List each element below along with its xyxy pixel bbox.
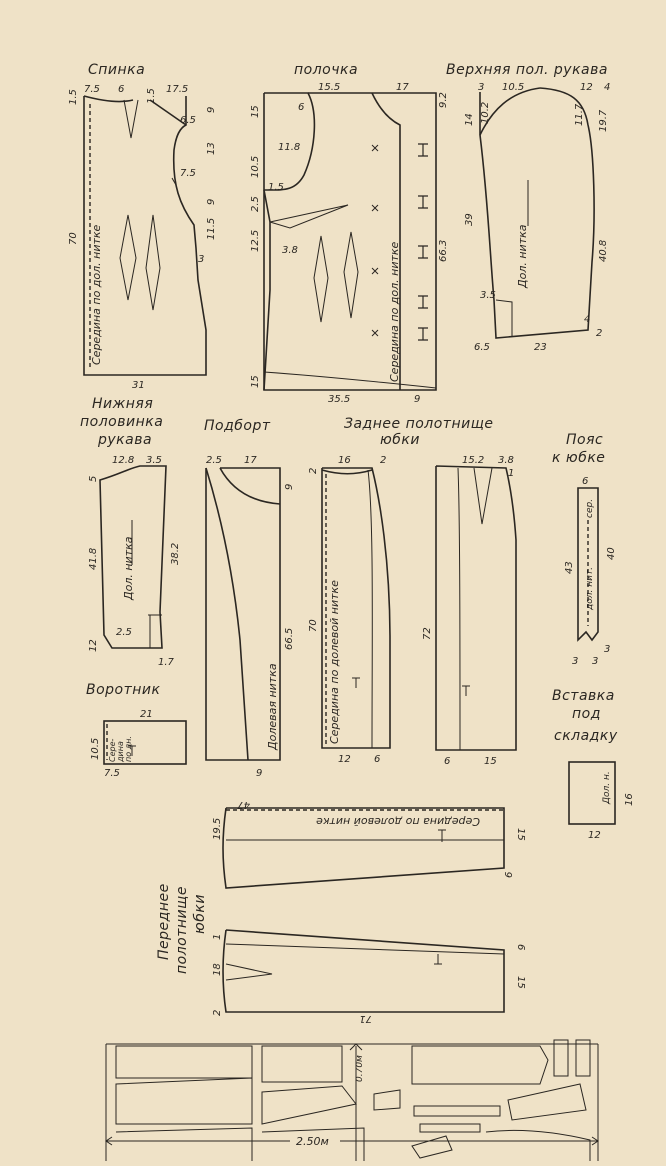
back-skirt-title-line1: Заднее полотнище [344, 416, 494, 432]
front-skirt-dim: 18 [212, 963, 223, 976]
front-skirt-dim: 2 [212, 1009, 223, 1016]
back-skirt-dim: 3.8 [498, 455, 514, 466]
back-skirt-dim: 70 [308, 619, 319, 632]
front-grain-label: Середина по дол. нитке [388, 241, 401, 382]
piece-back [68, 62, 217, 391]
front-skirt-dim: 19.5 [212, 817, 223, 840]
upper-sleeve-dim: 4 [604, 82, 611, 93]
back-neck-dart [124, 100, 138, 138]
front-skirt-dim: 47 [237, 799, 250, 810]
back-dim: 1.5 [146, 88, 157, 104]
facing-inner-edge [206, 468, 248, 760]
waistband-dim: 3 [592, 656, 599, 667]
front-outline-frame [264, 93, 436, 390]
facing-dim: 9 [256, 768, 263, 779]
waistband-dim: 3 [604, 644, 611, 655]
collar-dim: 10.5 [90, 737, 101, 760]
under-sleeve-title-line3: рукава [98, 432, 153, 448]
layout-piece [414, 1106, 500, 1116]
front-skirt-title-line3: юбки [192, 894, 208, 934]
button-marks [372, 145, 378, 336]
front-skirt-dim: 15 [515, 976, 526, 989]
front-skirt-dim: 1 [212, 933, 223, 940]
layout-piece [374, 1090, 400, 1110]
upper-sleeve-dim: 10.5 [502, 82, 525, 93]
back-skirt-dim: 72 [422, 627, 433, 640]
piece-pleat-insert [552, 688, 635, 841]
under-sleeve-grain-label: Дол. нитка [122, 536, 135, 600]
under-sleeve-dim: 12.8 [112, 455, 135, 466]
upper-sleeve-dim: 14 [464, 113, 475, 126]
upper-sleeve-dim: 19.7 [598, 109, 609, 132]
front-dim: 9 [414, 394, 421, 405]
back-skirt-right-panel [436, 466, 516, 750]
front-skirt-title-line2: полотнище [174, 886, 190, 974]
under-sleeve-dim: 5 [88, 475, 99, 482]
upper-sleeve-dim: 4 [584, 314, 591, 325]
back-title: Спинка [88, 62, 146, 78]
front-skirt-lower-notch [434, 954, 442, 964]
front-dim: 17 [396, 82, 409, 93]
facing-title: Подборт [204, 418, 271, 434]
front-side-dart [270, 205, 348, 228]
upper-sleeve-dim: 40.8 [598, 239, 609, 262]
back-skirt-dim: 15 [484, 756, 497, 767]
under-sleeve-title-line1: Нижняя [92, 396, 154, 412]
back-dart-1 [120, 215, 136, 300]
front-skirt-dim: 6 [515, 944, 526, 951]
back-dim: 17.5 [166, 84, 189, 95]
under-sleeve-dim: 1.7 [158, 657, 174, 668]
back-skirt-dim: 12 [338, 754, 351, 765]
cutting-layout [106, 1040, 598, 1161]
back-dim: 70 [68, 232, 79, 245]
insert-title-line1: Вставка [552, 688, 615, 704]
waistband-grain-label: дол. нит. [585, 566, 595, 610]
front-dim: 1.5 [268, 182, 284, 193]
back-dim: 6.5 [180, 115, 196, 126]
facing-grain-label: Долевая нитка [266, 663, 279, 750]
back-dim: 7.5 [180, 168, 196, 179]
upper-sleeve-dim: 3.5 [480, 290, 496, 301]
collar-title: Воротник [86, 682, 161, 698]
waistband-dim: 40 [606, 547, 617, 560]
front-dim: 15.5 [318, 82, 341, 93]
back-skirt-dim: 15.2 [462, 455, 485, 466]
back-dim: 3 [198, 254, 205, 265]
facing-dim: 9 [284, 483, 295, 490]
back-neckline [84, 96, 133, 101]
back-skirt-title-line2: юбки [380, 432, 420, 448]
back-skirt-dim: 2 [380, 455, 387, 466]
piece-under-sleeve [80, 396, 181, 668]
front-skirt-dim: 71 [359, 1013, 372, 1024]
piece-waistband [552, 432, 617, 667]
front-dim: 9.2 [438, 92, 449, 108]
back-skirt-grain-label: Середина по долевой нитке [328, 580, 341, 744]
under-sleeve-dim: 2.5 [116, 627, 132, 638]
layout-piece [420, 1124, 480, 1132]
front-side-seam [264, 190, 270, 390]
back-skirt-right-notch [462, 686, 470, 696]
layout-piece [412, 1136, 452, 1158]
under-sleeve-dim: 38.2 [170, 542, 181, 565]
back-dart-2 [146, 215, 160, 310]
back-skirt-right-dart [474, 468, 492, 524]
front-skirt-lower-panel [223, 930, 504, 1012]
facing-dim: 2.5 [206, 455, 222, 466]
front-dart-1 [314, 236, 328, 322]
back-skirt-dim: 1 [508, 468, 515, 479]
front-skirt-title-line1: Переднее [156, 883, 172, 960]
piece-facing [204, 418, 295, 779]
piece-upper-sleeve [446, 62, 610, 353]
front-skirt-grain-label: Середина по долевой нитке [316, 815, 480, 828]
layout-width-label: 2.50м [296, 1135, 329, 1148]
back-skirt-left-inner [368, 470, 372, 748]
waistband-dim: 6 [582, 476, 589, 487]
back-skirt-dim: 16 [338, 455, 351, 466]
back-dim: 11.5 [206, 217, 217, 240]
upper-sleeve-grain-label: Дол. нитка [516, 224, 529, 288]
upper-sleeve-dim: 3 [478, 82, 485, 93]
waistband-title-line2: к юбке [552, 450, 606, 466]
back-skirt-dim: 6 [444, 756, 451, 767]
facing-dim: 17 [244, 455, 257, 466]
front-skirt-lower-inner [226, 944, 504, 954]
waistband-dim: 3 [572, 656, 579, 667]
upper-sleeve-dim: 6.5 [474, 342, 490, 353]
collar-grain-label-1: Сере- [108, 738, 117, 762]
layout-fold-label: 0.70м [355, 1055, 365, 1082]
piece-front-skirt [156, 799, 526, 1024]
back-dim: 13 [206, 142, 217, 155]
layout-piece [262, 1046, 342, 1082]
front-dim: 3.8 [282, 245, 298, 256]
upper-sleeve-dim: 12 [580, 82, 593, 93]
front-hem-curve [264, 372, 436, 388]
upper-sleeve-dim: 39 [464, 213, 475, 226]
waistband-dim: 43 [564, 561, 575, 574]
collar-dim: 21 [140, 709, 153, 720]
upper-sleeve-dim: 23 [534, 342, 547, 353]
insert-title-line2: под [572, 706, 601, 722]
under-sleeve-dim: 41.8 [88, 547, 99, 570]
piece-back-skirt [308, 416, 516, 767]
front-dim: 35.5 [328, 394, 351, 405]
front-dim: 15 [250, 375, 261, 388]
back-skirt-left-waist [322, 470, 372, 474]
back-dim: 31 [132, 380, 145, 391]
back-dim: 9 [206, 106, 217, 113]
collar-grain-label-3: по дн. [124, 736, 133, 762]
front-title: полочка [294, 62, 359, 78]
layout-piece [576, 1040, 590, 1076]
front-dim: 10.5 [250, 155, 261, 178]
upper-sleeve-vent [496, 300, 512, 336]
insert-dim: 16 [624, 793, 635, 806]
layout-piece [554, 1040, 568, 1076]
back-skirt-dim: 6 [374, 754, 381, 765]
front-dim: 6 [298, 102, 305, 113]
layout-piece [116, 1046, 252, 1078]
insert-dim: 12 [588, 830, 601, 841]
buttonhole-marks [418, 144, 428, 340]
back-dim: 6 [118, 84, 125, 95]
upper-sleeve-dim: 11.7 [574, 103, 585, 126]
insert-title-line3: складку [554, 728, 618, 744]
front-dim: 2.5 [250, 196, 261, 212]
back-dim: 1.5 [68, 89, 79, 105]
piece-front [250, 62, 449, 405]
under-sleeve-dim: 3.5 [146, 455, 162, 466]
layout-piece [262, 1086, 356, 1124]
collar-grain-label-2: дина [116, 741, 125, 762]
front-dart-2 [344, 232, 358, 318]
insert-grain-label: Дол. н. [602, 771, 612, 804]
back-skirt-dim: 2 [308, 467, 319, 474]
under-sleeve-title-line2: половинка [80, 414, 164, 430]
layout-frame [106, 1044, 598, 1161]
front-skirt-dim: 6 [504, 871, 515, 878]
facing-dim: 66.5 [284, 627, 295, 650]
back-skirt-right-inner [458, 468, 460, 750]
layout-piece [116, 1128, 252, 1161]
front-dim: 11.8 [278, 142, 301, 153]
under-sleeve-dim: 12 [88, 639, 99, 652]
back-dim: 9 [206, 198, 217, 205]
piece-collar [86, 682, 186, 779]
waistband-center-label: сер. [585, 498, 595, 518]
layout-piece [412, 1046, 548, 1084]
facing-neck-curve [220, 468, 280, 504]
front-dim: 66.3 [438, 239, 449, 262]
back-grain-label: Середина по дол. нитке [90, 224, 103, 365]
back-dim: 7.5 [84, 84, 100, 95]
waistband-title-line1: Пояс [566, 432, 604, 448]
upper-sleeve-dim: 2 [596, 328, 603, 339]
front-dim: 15 [250, 105, 261, 118]
front-dim: 12.5 [250, 229, 261, 252]
front-skirt-dim: 15 [515, 828, 526, 841]
upper-sleeve-dim: 10.2 [480, 101, 491, 124]
front-skirt-lower-dart [226, 964, 272, 980]
layout-piece [116, 1078, 252, 1124]
layout-piece [486, 1130, 590, 1161]
layout-piece [508, 1084, 586, 1120]
back-skirt-left-notch [352, 678, 360, 688]
upper-sleeve-title: Верхняя пол. рукава [446, 62, 608, 78]
collar-dim: 7.5 [104, 768, 120, 779]
